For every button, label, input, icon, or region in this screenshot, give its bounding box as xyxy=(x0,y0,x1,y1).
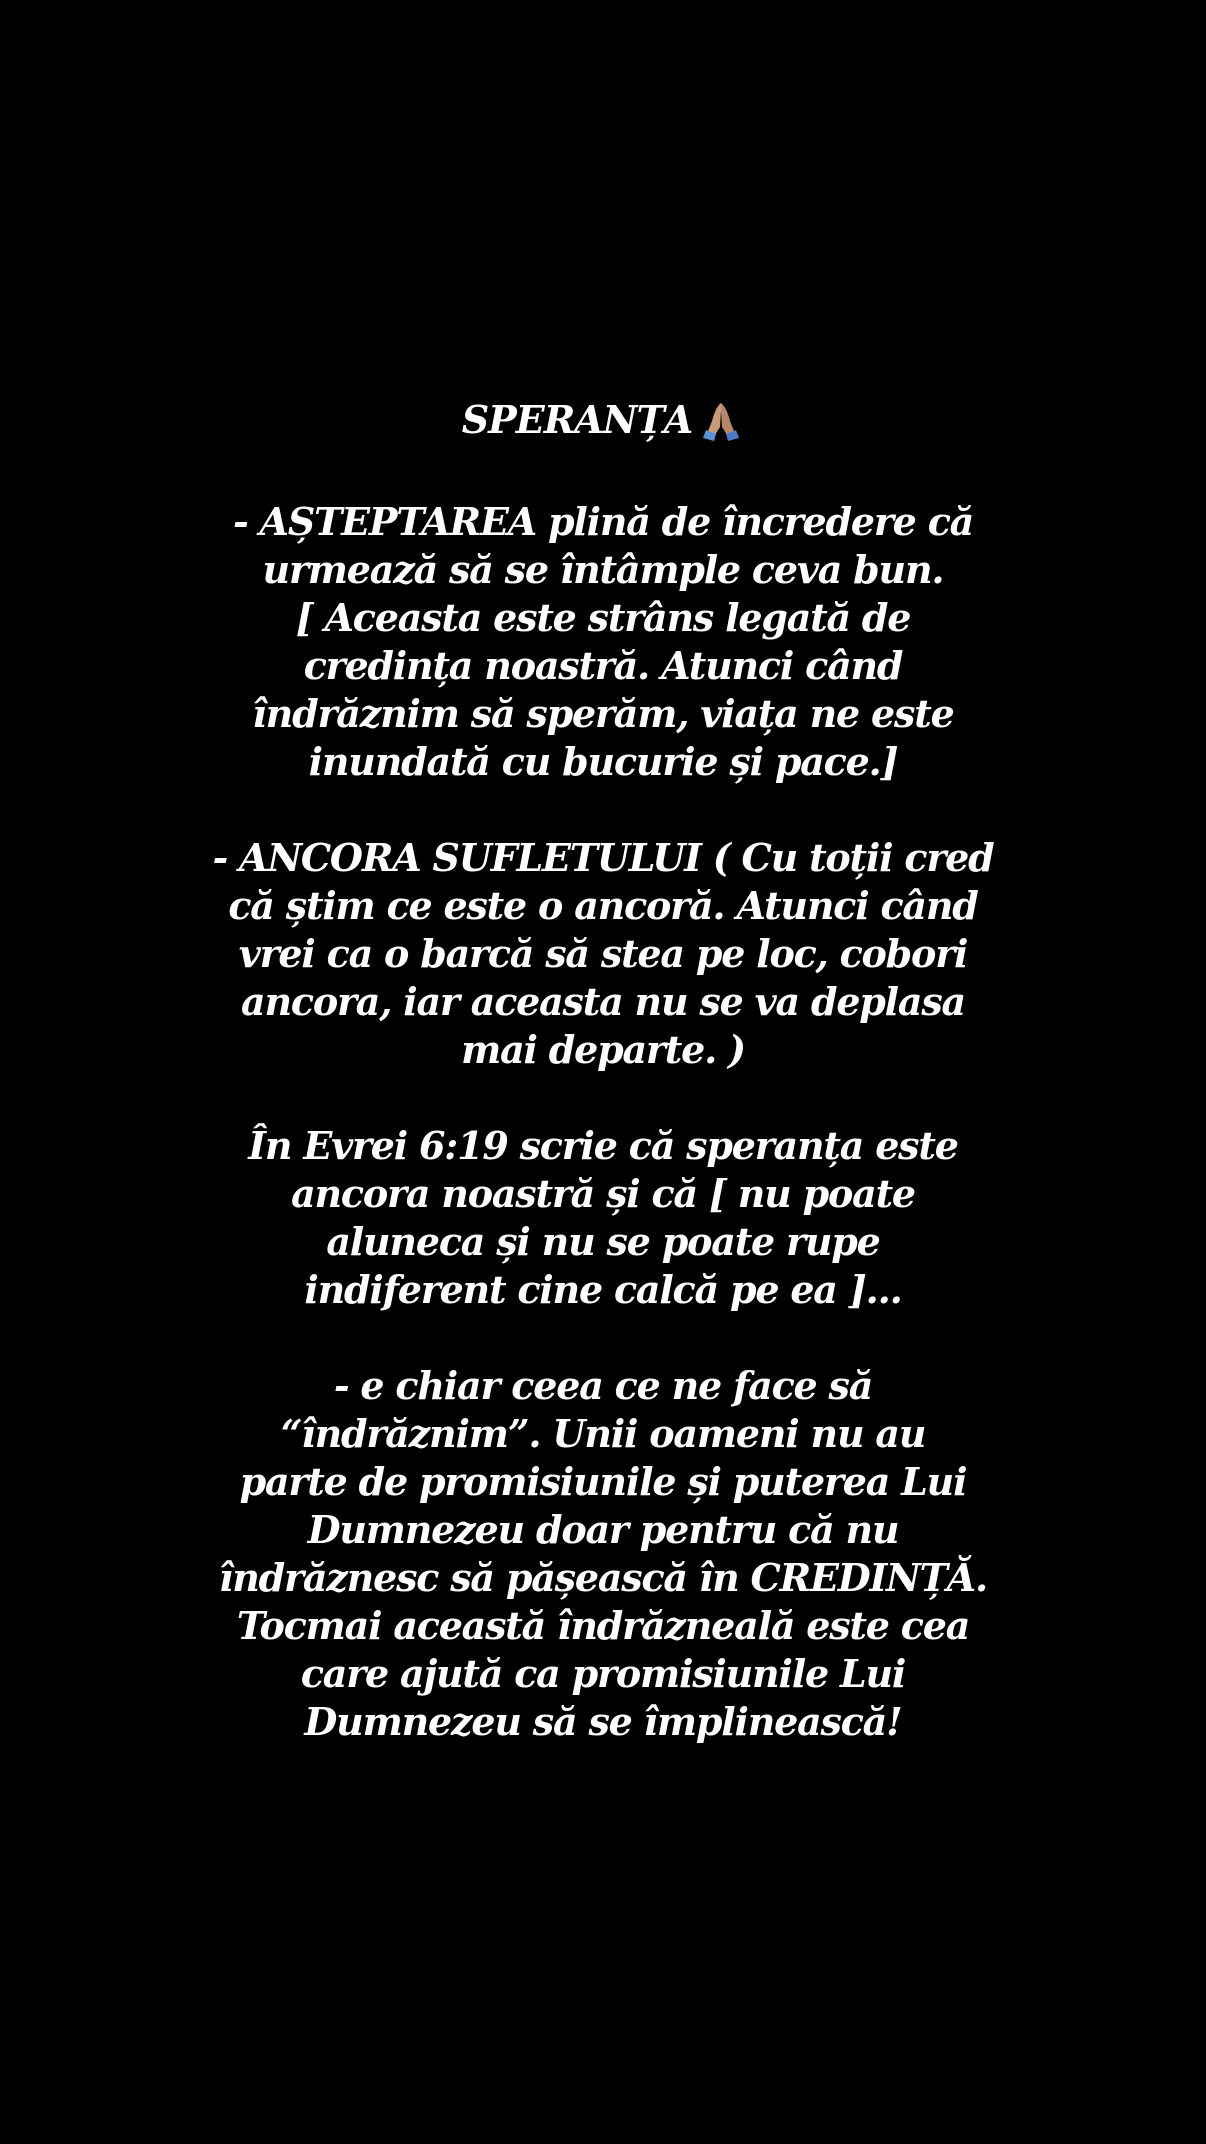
text-line: “îndrăznim”. Unii oameni nu au xyxy=(280,1411,926,1456)
text-line: vrei ca o barcă să stea pe loc, cobori xyxy=(238,931,968,976)
paragraph-hope-definition xyxy=(200,498,1006,786)
text-line: Dumnezeu doar pentru că nu xyxy=(307,1507,899,1552)
spacer xyxy=(200,1074,1006,1122)
text-line: că știm ce este o ancoră. Atunci când xyxy=(228,883,978,928)
text-line: aluneca și nu se poate rupe xyxy=(326,1219,880,1264)
text-line: - e chiar ceea ce ne face să xyxy=(333,1363,873,1408)
story-title xyxy=(200,390,1006,450)
paragraph-soul-anchor xyxy=(200,834,1006,1074)
text-line: indiferent cine calcă pe ea ]... xyxy=(304,1267,902,1312)
text-line: care ajută ca promisiunile Lui xyxy=(300,1651,906,1696)
text-line: - ANCORA SUFLETULUI ( Cu toții cred xyxy=(212,835,994,880)
text-line: În Evrei 6:19 scrie că speranța este xyxy=(248,1123,958,1168)
text-line: Dumnezeu să se împlinească! xyxy=(304,1699,902,1744)
text-line: ancora, iar aceasta nu se va deplasa xyxy=(241,979,965,1024)
text-line: inundată cu bucurie și pace.] xyxy=(308,739,898,784)
story-text xyxy=(0,390,1206,1746)
text-line: mai departe. ) xyxy=(461,1027,745,1072)
text-line: ancora noastră și că [ nu poate xyxy=(291,1171,915,1216)
text-line: parte de promisiunile și puterea Lui xyxy=(239,1459,967,1504)
paragraph-dare xyxy=(200,1362,1006,1746)
text-line: îndrăznim să sperăm, viața ne este xyxy=(252,691,954,736)
text-line: [ Aceasta este strâns legată de xyxy=(295,595,911,640)
paragraph-hebrews-verse xyxy=(200,1122,1006,1314)
folded-hands-icon xyxy=(698,397,744,443)
text-line: îndrăznesc să pășească în CREDINȚĂ. xyxy=(219,1555,987,1600)
text-line: credința noastră. Atunci când xyxy=(303,643,903,688)
text-line: urmează să se întâmple ceva bun. xyxy=(262,547,944,592)
spacer xyxy=(200,786,1006,834)
text-line: - AȘTEPTAREA plină de încredere că xyxy=(232,499,974,544)
text-line: Tocmai această îndrăzneală este cea xyxy=(236,1603,970,1648)
spacer xyxy=(200,450,1006,498)
title-text: SPERANȚA xyxy=(461,397,693,442)
spacer xyxy=(200,1314,1006,1362)
